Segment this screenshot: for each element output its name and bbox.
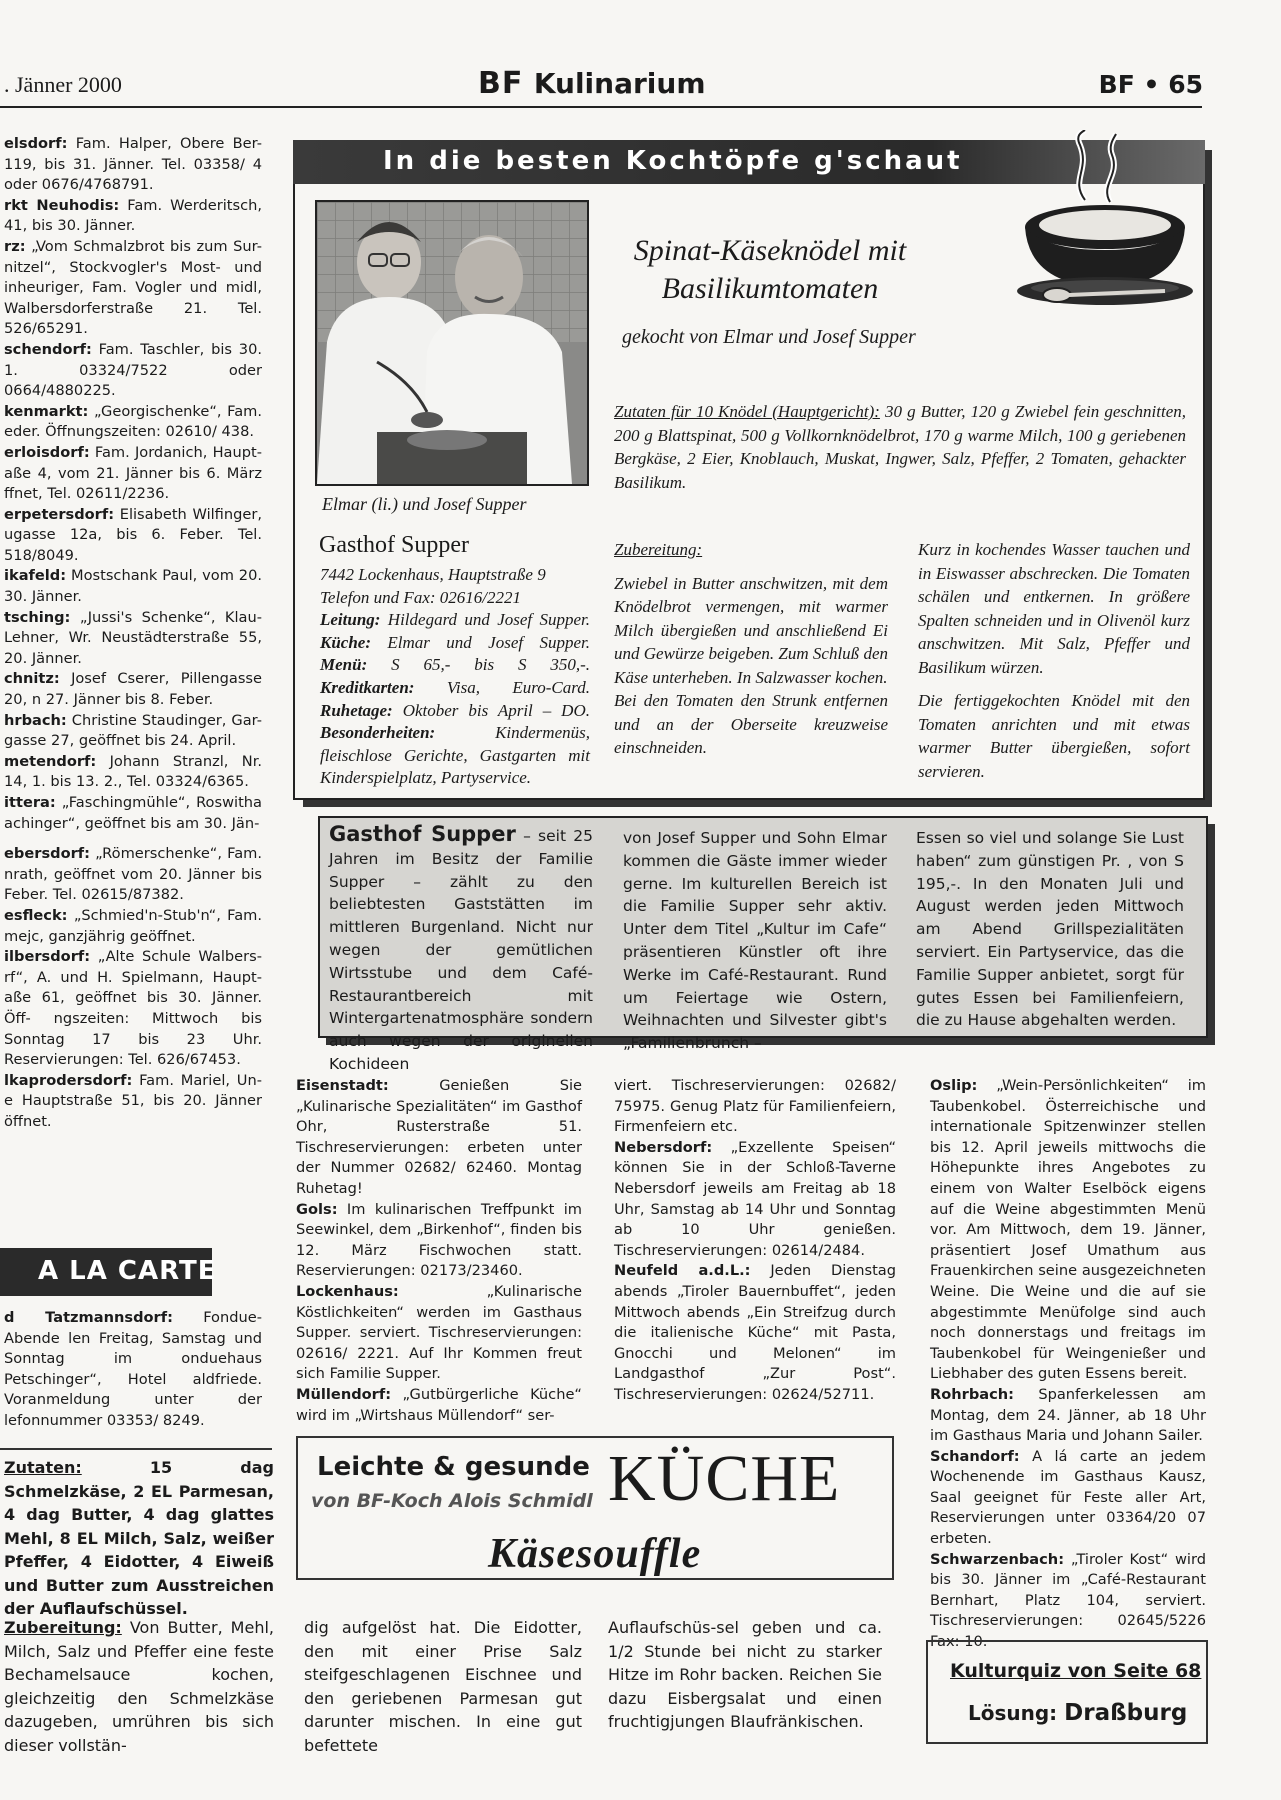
page-number: [1099, 70, 1203, 99]
list-item: lkaprodersdorf: Fam. Mariel, Un- e Hauptstraße 51, bis 20. Jänner öffnet.: [4, 1071, 262, 1130]
kueche-col3: Auflaufschüs-sel geben und ca. 1/2 Stunde bei nicht zu starker Hitze im Rohr backen. Reichen Sie dazu Eisbergsalat und einen fruchtigjungen Blaufränkischen.: [608, 1618, 882, 1731]
kueche-zutaten: Zutaten: 15 dag Schmelzkäse, 2 EL Parmesan, 4 dag Butter, 4 dag glattes Mehl, 8 EL Milch, Salz, weißer Pfeffer, 4 Eidotter, 4 Eiweiß und Butter zum Ausstreichen der Auflaufschüssel.: [4, 1458, 274, 1618]
listings-mid: [296, 1076, 582, 1426]
list-item: erpetersdorf: Elisabeth Wilfinger, ugasse 12a, bis 6. Feber. Tel. 518/8049.: [4, 505, 262, 564]
divider: [0, 1448, 272, 1450]
list-item: kenmarkt: „Georgischenke“, Fam. eder. Öffnungszeiten: 02610/ 438.: [4, 402, 262, 441]
list-item: erloisdorf: Fam. Jordanich, Haupt- aße 4, vom 21. Jänner bis 6. März ffnet, Tel. 02611/2236.: [4, 443, 262, 503]
feature-banner-title: In die besten Kochtöpfe g'schaut: [383, 146, 963, 176]
kueche-zubereitung: Zubereitung: Von Butter, Mehl, Milch, Salz und Pfeffer eine feste Bechamelsauce kochen, gleichzeitig den Schmelzkäse dazugeben, umrühren bis sich dieser vollstän-: [4, 1618, 275, 1755]
section-title: [478, 66, 706, 101]
list-item: Nebersdorf: „Exzellente Speisen“ können Sie in der Schloß-Taverne Nebersdorf jeweils am Freitag ab 18 Uhr, Samstag ab 14 Uhr und Sonntag ab 10 Uhr genießen. Tischreservierungen: 02614/2484.: [614, 1138, 896, 1259]
steam-icon: [1060, 130, 1140, 205]
list-item: ittera: „Faschingmühle“, Roswitha achinger“, geöffnet bis am 30. Jän-: [4, 794, 262, 832]
kueche-author: von BF-Koch Alois Schmidl: [311, 1490, 593, 1512]
feature-shadow-bottom: [303, 800, 1212, 807]
list-item: Neufeld a.d.L.: Jeden Dienstag abends „Tiroler Bauernbuffet“, jeden Mittwoch abends „Ein Streifzug durch die italienische Küche“ mit Pasta, Gnocchi und Melonen“ im Landgasthof „Zur Post“. Tischreservierungen: 02624/52711.: [614, 1262, 897, 1403]
alacarte-text: d Tatzmannsdorf: Fondue-Abende len Freitag, Samstag und Sonntag im onduehaus Petschinger“, Hotel aldfriede. Voranmeldung unter der lefonnummer 03353/ 8249.: [4, 1309, 262, 1429]
listings-left: [4, 134, 262, 1133]
list-item: metendorf: Johann Stranzl, Nr. 14, 1. bis 13. 2., Tel. 03324/6365.: [4, 752, 263, 791]
header-rule: [0, 106, 1202, 108]
list-item: hrbach: Christine Staudinger, Gar- gasse 27, geöffnet bis 24. April.: [4, 711, 263, 750]
dish-title: Käsesouffle: [488, 1531, 702, 1577]
feature-shadow-right: [1205, 150, 1212, 806]
recipe-subtitle: gekocht von Elmar und Josef Supper: [622, 326, 916, 348]
photo-caption: Elmar (li.) und Josef Supper: [322, 494, 527, 514]
gasthof-box-shadow-right: [1208, 824, 1215, 1044]
chefs-photo: [315, 200, 589, 486]
bf-logo: BF: [478, 66, 524, 101]
kueche-col2: dig aufgelöst hat. Die Eidotter, den mit einer Prise Salz steifgeschlagenen Eischnee und den geriebenen Parmesan gut darunter mischen. In eine gut befettete: [304, 1618, 582, 1755]
page-number-value: • 65: [1143, 70, 1203, 99]
page-logo: BF: [1098, 70, 1135, 99]
list-item: Schwarzenbach: „Tiroler Kost“ wird bis 30. Jänner im „Café-Restaurant Bernhart, Platz 104, serviert. Tischreservierungen: 02645/5226 Fax: 10.: [930, 1550, 1206, 1651]
gasthof-box-col1: Gasthof Supper – seit 25 Jahren im Besitz der Familie Supper – zählt zu den beliebtesten Gaststätten im mittleren Burgenland. Nicht nur wegen der gemütlichen Wirtsstube und dem Café-Restaurantbereich mit Wintergartenatmosphäre sondern auch wegen der originellen Kochideen: [329, 822, 593, 1073]
list-item: schendorf: Fam. Taschler, bis 30. 1. 03324/7522 oder 0664/4880225.: [4, 340, 263, 400]
list-item: ilbersdorf: „Alte Schule Walbers- rf“, A. und H. Spielmann, Haupt- aße 61, geöffnet bis 30. Jänner. Öff- ngszeiten: Mittwoch bis Sonntag 17 bis 23 Uhr. Reservierungen: Tel. 626/67453.: [4, 948, 262, 1069]
issue-date: . Jänner 2000: [4, 72, 122, 97]
alacarte-heading: A LA CARTE: [38, 1256, 217, 1286]
preparation-col1: Zubereitung: Zwiebel in Butter anschwitzen, mit dem Knödelbrot vermengen, mit warmer Milch übergießen und anschließend Ei und Gewürze beigeben. Zum Schluß den Käse unterheben. In Salzwasser kochen. Bei den Tomaten den Strunk entfernen und an der Oberseite kreuzweise einschneiden.: [614, 540, 888, 757]
preparation-col2: Kurz in kochendes Wasser tauchen und in Eiswasser abschrecken. Die Tomaten schälen und entkernen. In größere Spalten schneiden und in Olivenöl kurz anschwitzen. Mit Salz, Pfeffer und Basilikum würzen. Die fertiggekochten Knödel mit den Tomaten anrichten und mit etwas warmer Butter übergießen, sofort servieren.: [918, 540, 1190, 781]
gasthof-box-col3: Essen so viel und solange Sie Lust haben“ zum günstigen Pr. , von S 195,-. In den Monaten Juli und August werden jeden Mittwoch am Abend Grillspezialitäten serviert. Ein Partyservice, das die Familie Supper anbietet, sorgt für gutes Essen bei Familienfeiern, die zu Hause abgehalten werden.: [916, 829, 1184, 1030]
list-item: rz: „Vom Schmalzbrot bis zum Sur- nitzel“, Stockvogler's Most- und inheuriger, Fam. Vogler und midl, Walbersdorferstraße 21. Tel. 526/65291.: [4, 237, 263, 338]
list-item: rkt Neuhodis: Fam. Werderitsch, 41, bis 30. Jänner.: [4, 196, 262, 235]
list-item: Lockenhaus: „Kulinarische Köstlichkeiten“ werden im Gasthaus Supper. serviert. Tischreservierungen: 02616/ 2221. Auf Ihr Kommen freut sich Familie Supper.: [296, 1282, 582, 1383]
ingredients: Zutaten für 10 Knödel (Hauptgericht): 30 g Butter, 120 g Zwiebel fein geschnitten, 200 g Blattspinat, 500 g Vollkornknödelbrot, 170 g warme Milch, 100 g geriebenen Bergkäse, 2 Eier, Knoblauch, Muskat, Ingwer, Salz, Pfeffer, 2 Tomaten, gehackter Basilikum.: [614, 402, 1186, 492]
quiz-title: Kulturquiz von Seite 68: [950, 1660, 1202, 1682]
listings-right: [930, 1076, 1206, 1653]
list-item: Schandorf: A lá carte an jedem Wochenende im Gasthaus Kausz, Saal geeignet für Feste aller Art, Reservierungen unter 03364/20 07 erbeten.: [930, 1447, 1207, 1548]
list-item: Oslip: „Wein-Persönlichkeiten“ im Taubenkobel. Österreichische und internationale Spitzenwinzer stellen bis 12. April jeweils mittwochs die Höhepunkte ihres Angebotes zu einem von Walter Eselböck eigens auf die Weine abgestimmten Menü vor. Am Mittwoch, dem 19. Jänner, präsentiert Josef Umathum aus Frauenkirchen seine ausgezeichneten Weine. Die Weine und die auf sie abgestimmte Menüfolge sind auch noch donnerstags und freitags im Taubenkobel für Weingenießer und Liebhaber des guten Essens bereit.: [930, 1077, 1206, 1383]
kueche-title: Leichte & gesunde: [317, 1452, 590, 1482]
listings-mid2: [614, 1076, 896, 1406]
list-item: ebersdorf: „Römerschenke“, Fam. nrath, geöffnet vom 20. Jänner bis Feber. Tel. 02615/87382.: [4, 845, 263, 904]
list-item: tsching: „Jussi's Schenke“, Klau- Lehner, Wr. Neustädterstraße 55, 20. Jänner.: [4, 608, 263, 667]
list-item: Eisenstadt: Genießen Sie „Kulinarische Spezialitäten“ im Gasthof Ohr, Rusterstraße 51. Tischreservierungen: erbeten unter der Nummer 02682/ 62460. Montag Ruhetag!: [296, 1077, 582, 1197]
list-item: elsdorf: Fam. Halper, Obere Ber- 119, bis 31. Jänner. Tel. 03358/ 4 oder 0676/4768791.: [4, 135, 262, 194]
soup-bowl-icon: [1015, 195, 1195, 310]
gasthof-details: 7442 Lockenhaus, Hauptstraße 9 Telefon und Fax: 02616/2221 Leitung: Hildegard und Josef Supper. Küche: Elmar und Josef Supper. Menü: S 65,- bis S 350,-. Kreditkarten: Visa, Euro-Card. Ruhetage: Oktober bis April – DO. Besonderheiten: Kindermenüs, fleischlose Gerichte, Gastgarten mit Kinderspielplatz, Partyservice.: [320, 565, 591, 788]
gasthof-box-col2: von Josef Supper und Sohn Elmar kommen die Gäste immer wieder gerne. Im kulturellen Bereich ist die Familie Supper sehr aktiv. Unter dem Titel „Kultur im Cafe“ präsentieren Künstler oft ihre Werke im Café-Restaurant. Rund um Feiertage wie Ostern, Weihnachten und Silvester gibt's „Familienbrunch –: [623, 829, 887, 1053]
list-item: esfleck: „Schmied'n-Stub'n“, Fam. mejc, ganzjährig geöffnet.: [4, 906, 263, 945]
chefs-photo-image: [317, 202, 587, 484]
list-item: ikafeld: Mostschank Paul, vom 20. 30. Jänner.: [4, 567, 263, 606]
quiz-box: [926, 1640, 1208, 1744]
gasthof-name: Gasthof Supper: [319, 532, 469, 558]
quiz-solution: Lösung: Draßburg: [968, 1700, 1188, 1726]
list-item: chnitz: Josef Cserer, Pillengasse 20, n 27. Jänner bis 8. Feber.: [4, 670, 263, 709]
list-item: Müllendorf: „Gutbürgerliche Küche“ wird im „Wirtshaus Müllendorf“ ser-: [296, 1385, 582, 1424]
list-item: viert. Tischreservierungen: 02682/ 75975. Genug Platz für Familienfeiern, Firmenfeiern etc.: [614, 1077, 896, 1136]
recipe-title: Spinat-Käseknödel mit Basilikumtomaten: [633, 234, 907, 305]
list-item: Gols: Im kulinarischen Treffpunkt im Seewinkel, dem „Birkenhof“, finden bis 12. März Fischwochen statt. Reservierungen: 02173/23460.: [296, 1200, 582, 1280]
kueche-big-word: KÜCHE: [608, 1442, 841, 1515]
list-item: Rohrbach: Spanferkelessen am Montag, dem 24. Jänner, ab 18 Uhr im Gasthaus Maria und Johann Sailer.: [930, 1385, 1206, 1445]
section-name: Kulinarium: [533, 67, 706, 100]
